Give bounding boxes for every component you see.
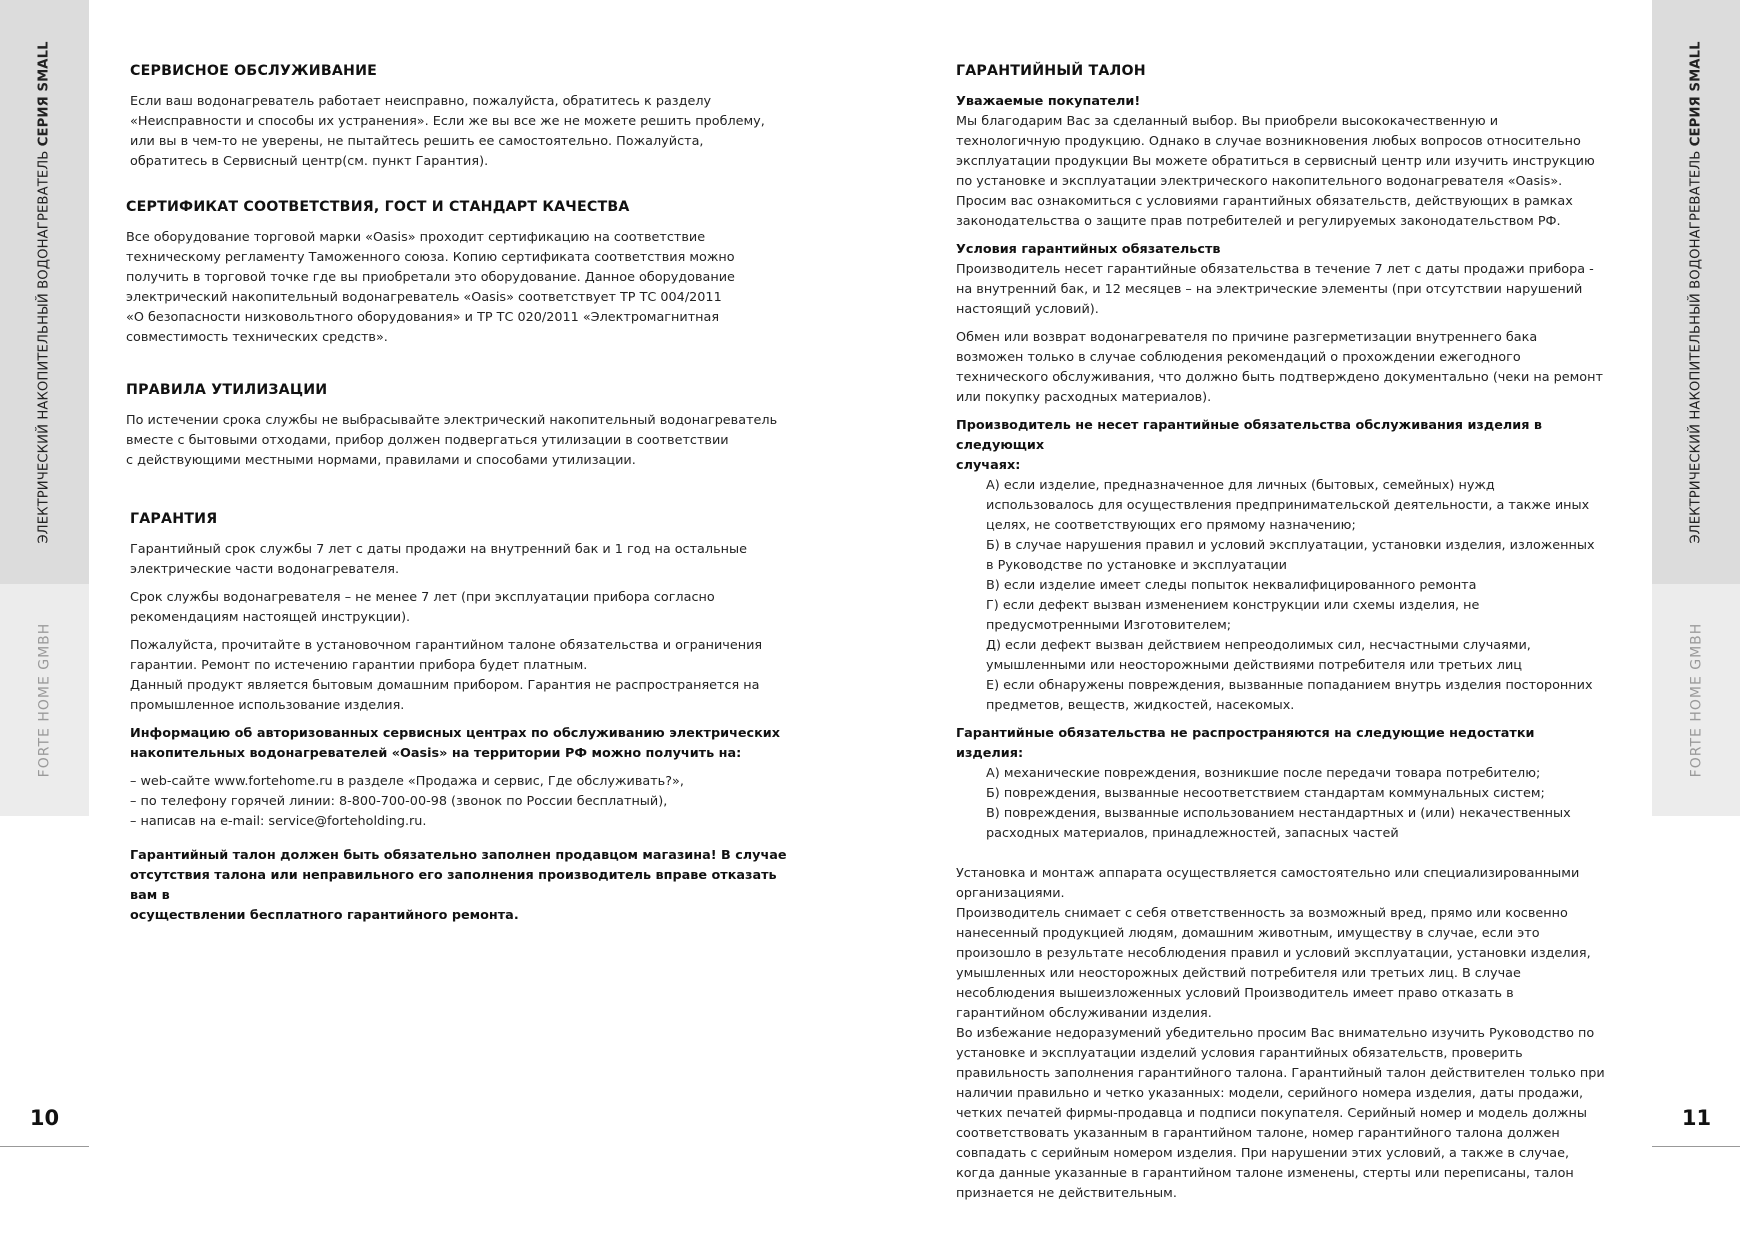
coupon-heading: ГАРАНТИЙНЫЙ ТАЛОН — [956, 63, 1146, 79]
conditions-title: Условия гарантийных обязательств — [956, 242, 1221, 257]
left-sidebar — [0, 0, 89, 816]
sidebar-company — [1652, 584, 1740, 816]
service-section — [130, 63, 765, 172]
service-contacts: – web-сайте www.fortehome.ru в разделе «Продажа и сервис, Где обслуживать?», – по телефону горячей линии: 8-800-700-00-98 (звонок по России бесплатный), – написав на e-mail: service@forteholding.ru. — [130, 774, 684, 829]
warranty-heading: ГАРАНТИЯ — [130, 511, 218, 527]
warranty-term: Гарантийный срок службы 7 лет с даты продажи на внутренний бак и 1 год на остальные электрические части водонагревателя. — [130, 542, 747, 577]
intro-text: Мы благодарим Вас за сделанный выбор. Вы приобрели высококачественную и технологичную продукцию. Однако в случае возникновения любых вопросов относительно эксплуатации продукции Вы можете обратиться в сервисный центр или изучить инструкцию по установке и эксплуатации электрического накопительного водонагревателя «Oasis». Просим вас ознакомиться с условиями гарантийных обязательств, действующих в рамках законодательства о защите прав потребителей и регулируемых законодательством РФ. — [956, 114, 1595, 229]
certificate-heading: СЕРТИФИКАТ СООТВЕТСТВИЯ, ГОСТ И СТАНДАРТ КАЧЕСТВА — [126, 199, 630, 215]
page-number-rule — [1652, 1146, 1740, 1147]
not-covered-title: Гарантийные обязательства не распространяются на следующие недостатки изделия: — [956, 726, 1535, 761]
sidebar-title — [1652, 0, 1740, 584]
sidebar-title-text: ЭЛЕКТРИЧЕСКИЙ НАКОПИТЕЛЬНЫЙ ВОДОНАГРЕВАТЕЛЬ — [1689, 145, 1704, 544]
exchange-text: Обмен или возврат водонагревателя по причине разгерметизации внутреннего бака возможен только в случае соблюдения рекомендаций о прохождении ежегодного технического обслуживания, что должно быть подтверждено документально (чеки на ремонт или покупку расходных материалов). — [956, 330, 1603, 405]
disposal-heading: ПРАВИЛА УТИЛИЗАЦИИ — [126, 382, 328, 398]
greeting: Уважаемые покупатели! — [956, 94, 1141, 109]
sidebar-title — [0, 0, 89, 584]
not-liable-title: Производитель не несет гарантийные обязательства обслуживания изделия в следующих случаях: — [956, 418, 1542, 473]
disposal-section — [126, 382, 777, 471]
warranty-service-life: Срок службы водонагревателя – не менее 7 лет (при эксплуатации прибора согласно рекомендациям настоящей инструкции). — [130, 590, 715, 625]
sidebar-series: СЕРИЯ SMALL — [1689, 40, 1704, 146]
sidebar-company — [0, 584, 89, 816]
service-body: Если ваш водонагреватель работает неисправно, пожалуйста, обратитесь к разделу «Неисправности и способы их устранения». Если же вы все же не можете решить проблему, или вы в чем-то не уверены, не пытайтесь решить ее самостоятельно. Пожалуйста, обратитесь в Сервисный центр(см. пункт Гарантия). — [130, 94, 765, 169]
page-number-rule — [0, 1146, 89, 1147]
warranty-coupon-section — [956, 63, 1606, 1204]
service-heading: СЕРВИСНОЕ ОБСЛУЖИВАНИЕ — [130, 63, 378, 79]
certificate-section — [126, 199, 735, 348]
warranty-section — [130, 511, 794, 926]
conditions-text: Производитель несет гарантийные обязательства в течение 7 лет с даты продажи прибора - на внутренний бак, и 12 месяцев – на электрические элементы (при отсутствии нарушений настоящий условий). — [956, 262, 1594, 317]
service-centers-info: Информацию об авторизованных сервисных центрах по обслуживанию электрических накопительных водонагревателей «Oasis» на территории РФ можно получить на: — [130, 726, 781, 761]
coupon-warning: Гарантийный талон должен быть обязательно заполнен продавцом магазина! В случае отсутствия талона или неправильного его заполнения производитель вправе отказать вам в осуществлении бесплатного гарантийного ремонта. — [130, 848, 787, 923]
not-covered-list: А) механические повреждения, возникшие после передачи товара потребителю; Б) повреждения, вызванные несоответствием стандартам коммунальных систем; В) повреждения, вызванные использованием нестандартных и (или) некачественных расходных материалов, принадлежностей, запасных частей — [986, 766, 1571, 841]
not-liable-list: А) если изделие, предназначенное для личных (бытовых, семейных) нужд использовалось для осуществления предпринимательской деятельности, а также иных целях, не соответствующих его прямому назначению; Б) в случае нарушения правил и условий эксплуатации, установки изделия, изложенных в Руководстве по установке и эксплуатации В) если изделие имеет следы попыток неквалифицированного ремонта Г) если дефект вызван изменением конструкции или схемы изделия, не предусмотренными Изготовителем; Д) если дефект вызван действием непреодолимых сил, несчастными случаями, умышленными или неосторожными действиями потребителя или третьих лиц Е) если обнаружены повреждения, вызванные попаданием внутрь изделия посторонних предметов, веществ, жидкостей, насекомых. — [986, 478, 1595, 713]
page-number-right: 11 — [1681, 1106, 1712, 1130]
sidebar-series: СЕРИЯ SMALL — [37, 40, 52, 146]
company-name: FORTE HOME GMBH — [36, 622, 53, 778]
company-name: FORTE HOME GMBH — [1688, 622, 1705, 778]
sidebar-title-text: ЭЛЕКТРИЧЕСКИЙ НАКОПИТЕЛЬНЫЙ ВОДОНАГРЕВАТЕЛЬ — [37, 145, 52, 544]
closing-text: Установка и монтаж аппарата осуществляется самостоятельно или специализированными организациями. Производитель снимает с себя ответственность за возможный вред, прямо или косвенно нанесенный продукцией людям, домашним животным, имуществу в случае, если это произошло в результате несоблюдения правил и условий эксплуатации, установки изделия, умышленных или неосторожных действий потребителя или третьих лиц. В случае несоблюдения вышеизложенных условий Производитель имеет право отказать в гарантийном обслуживании изделия. Во избежание недоразумений убедительно просим Вас внимательно изучить Руководство по установке и эксплуатации изделий условия гарантийных обязательств, проверить правильность заполнения гарантийного талона. Гарантийный талон действителен только при наличии правильно и четко указанных: модели, серийного номера изделия, даты продажи, четких печатей фирмы-продавца и подписи покупателя. Серийный номер и модель должны соответствовать указанным в гарантийном талоне, номер гарантийного талона должен совпадать с серийным номером изделия. При нарушении этих условий, а также в случае, когда данные указанные в гарантийном талоне изменены, стерты или переписаны, талон признается не действительным. — [956, 866, 1605, 1201]
page-number-left: 10 — [29, 1106, 60, 1130]
certificate-body: Все оборудование торговой марки «Oasis» проходит сертификацию на соответствие техническому регламенту Таможенного союза. Копию сертификата соответствия можно получить в торговой точке где вы приобретали это оборудование. Данное оборудование электрический накопительный водонагреватель «Oasis» соответствует ТР ТС 004/2011 «О безопасности низковольтного оборудования» и ТР ТС 020/2011 «Электромагнитная совместимость технических средств». — [126, 230, 735, 345]
disposal-body: По истечении срока службы не выбрасывайте электрический накопительный водонагреватель вместе с бытовыми отходами, прибор должен подвергаться утилизации в соответствии с действующими местными нормами, правилами и способами утилизации. — [126, 413, 778, 468]
right-sidebar — [1652, 0, 1740, 816]
warranty-read-note: Пожалуйста, прочитайте в установочном гарантийном талоне обязательства и ограничения гарантии. Ремонт по истечению гарантии прибора будет платным. Данный продукт является бытовым домашним прибором. Гарантия не распространяется на промышленное использование изделия. — [130, 638, 763, 713]
